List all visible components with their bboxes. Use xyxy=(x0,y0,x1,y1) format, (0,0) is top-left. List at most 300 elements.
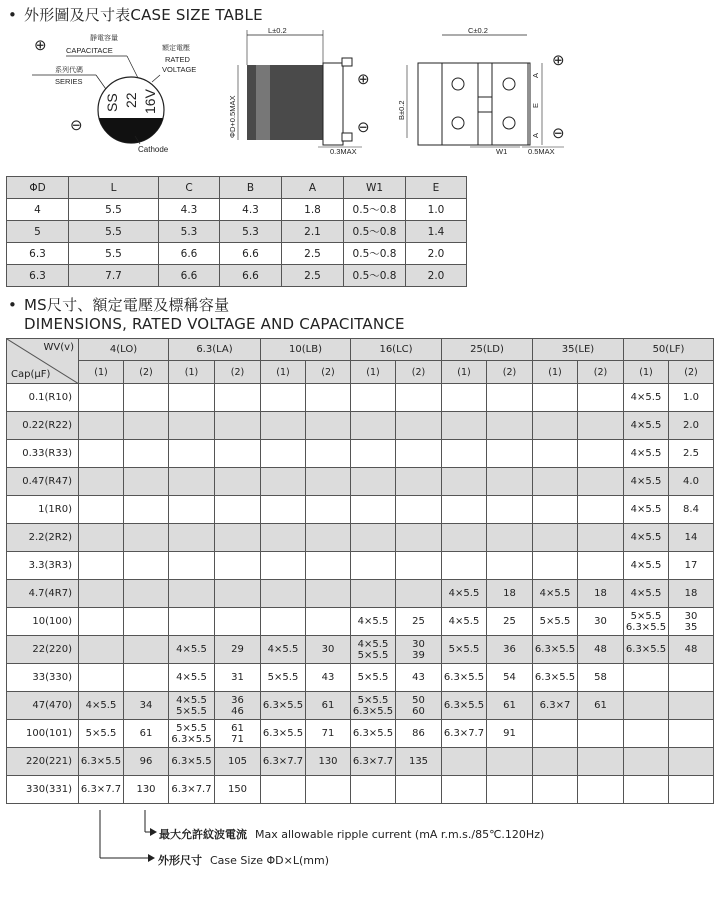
ripple-current-cell xyxy=(124,468,169,496)
cell-line: 5×5.5 xyxy=(176,705,207,717)
ripple-current-cell: 2.0 xyxy=(669,412,714,440)
case-table-cell: 5.5 xyxy=(69,243,159,265)
case-size-cell xyxy=(533,496,578,524)
ripple-current-cell: 17 xyxy=(669,552,714,580)
footnote-leaders xyxy=(0,808,721,908)
ripple-current-cell: 30 xyxy=(578,608,624,636)
sub-header-cell: (2) xyxy=(306,361,351,384)
ripple-current-cell xyxy=(306,580,351,608)
case-size-cell: 4×5.5 xyxy=(351,608,396,636)
ms-table-row xyxy=(7,664,714,692)
voltage-header: 16(LC) xyxy=(351,339,442,361)
cell-line: 35 xyxy=(684,621,698,633)
case-size-cell: 6.3×7.7 xyxy=(351,748,396,776)
hole-lt xyxy=(452,78,464,90)
section-subtitle-ms: DIMENSIONS, RATED VOLTAGE AND CAPACITANCE xyxy=(24,315,405,333)
case-table-cell: 0.5～0.8 xyxy=(344,221,406,243)
ripple-current-cell xyxy=(124,608,169,636)
ripple-current-cell xyxy=(487,412,533,440)
case-table-cell: 6.3 xyxy=(7,265,69,287)
ripple-current-cell xyxy=(396,524,442,552)
capacitance-cell: 10(100) xyxy=(7,608,79,636)
case-size-cell xyxy=(533,552,578,580)
case-size-cell xyxy=(169,412,215,440)
case-size-cell xyxy=(169,608,215,636)
ms-table-row xyxy=(7,636,714,664)
capacitor-body-highlight xyxy=(256,65,270,140)
case-size-cell xyxy=(79,440,124,468)
capacitance-cell: 0.1(R10) xyxy=(7,384,79,412)
capacitance-cell: 1(1R0) xyxy=(7,496,79,524)
dim-a2-label: A xyxy=(531,132,540,138)
section-title-ms xyxy=(8,294,229,315)
case-table-cell: 2.1 xyxy=(282,221,344,243)
case-table-cell: 6.6 xyxy=(220,243,282,265)
ripple-current-cell xyxy=(396,636,442,664)
ripple-current-cell xyxy=(124,440,169,468)
ripple-current-cell xyxy=(487,552,533,580)
ripple-current-cell xyxy=(396,776,442,804)
case-table-cell: 1.0 xyxy=(406,199,467,221)
ripple-current-cell: 25 xyxy=(487,608,533,636)
ripple-current-cell xyxy=(487,384,533,412)
case-size-cell: 6.3×5.5 xyxy=(261,720,306,748)
case-table-cell: 0.5～0.8 xyxy=(344,265,406,287)
case-table-cell: 1.4 xyxy=(406,221,467,243)
ripple-current-cell xyxy=(578,440,624,468)
ripple-current-cell xyxy=(306,468,351,496)
ripple-current-cell xyxy=(396,580,442,608)
ripple-current-cell xyxy=(578,496,624,524)
ms-voltage-header xyxy=(7,339,714,361)
ripple-current-cell xyxy=(396,412,442,440)
case-size-cell xyxy=(533,748,578,776)
ripple-current-cell xyxy=(487,748,533,776)
ripple-current-cell xyxy=(669,664,714,692)
pad-right xyxy=(492,63,528,145)
series-label-en: SERIES xyxy=(55,77,83,86)
ripple-current-cell xyxy=(578,552,624,580)
ripple-current-cell: 14 xyxy=(669,524,714,552)
voltage-header: 6.3(LA) xyxy=(169,339,261,361)
ripple-current-cell xyxy=(215,496,261,524)
ripple-current-cell: 58 xyxy=(578,664,624,692)
ripple-current-cell xyxy=(124,496,169,524)
ripple-current-cell: 61 xyxy=(124,720,169,748)
ripple-current-cell xyxy=(306,776,351,804)
capacitance-cell: 47(470) xyxy=(7,692,79,720)
case-size-cell: 5×5.5 xyxy=(442,636,487,664)
case-size-cell: 5×5.5 xyxy=(533,608,578,636)
ripple-current-cell: 96 xyxy=(124,748,169,776)
ms-table-row xyxy=(7,468,714,496)
ripple-current-cell: 105 xyxy=(215,748,261,776)
case-size-cell xyxy=(351,496,396,524)
ripple-current-cell: 61 xyxy=(306,692,351,720)
ripple-current-cell: 135 xyxy=(396,748,442,776)
case-size-cell: 6.3×5.5 xyxy=(624,636,669,664)
dim-l-label: L±0.2 xyxy=(268,26,287,35)
cell-line: 46 xyxy=(231,705,244,717)
ripple-current-cell: 48 xyxy=(578,636,624,664)
case-size-cell xyxy=(442,384,487,412)
case-table-row xyxy=(7,243,467,265)
ms-table-row xyxy=(7,552,714,580)
case-size-cell: 4×5.5 xyxy=(624,580,669,608)
cell-line: 60 xyxy=(412,705,425,717)
case-size-cell xyxy=(624,720,669,748)
ms-table-row xyxy=(7,720,714,748)
case-size-cell xyxy=(261,440,306,468)
case-table-cell: 0.5～0.8 xyxy=(344,199,406,221)
case-size-cell: 4×5.5 xyxy=(624,440,669,468)
ripple-current-cell: 48 xyxy=(669,636,714,664)
capacitance-cell: 330(331) xyxy=(7,776,79,804)
hole-lb xyxy=(452,117,464,129)
ripple-current-cell xyxy=(215,468,261,496)
ripple-current-cell: 29 xyxy=(215,636,261,664)
ripple-current-cell: 2.5 xyxy=(669,440,714,468)
ripple-current-cell xyxy=(578,748,624,776)
ripple-current-cell xyxy=(306,608,351,636)
cell-line: 6.3×5.5 xyxy=(625,621,667,633)
ms-table-row xyxy=(7,384,714,412)
ripple-current-cell xyxy=(487,776,533,804)
case-size-cell: 4×5.5 xyxy=(624,552,669,580)
case-table-cell: 1.8 xyxy=(282,199,344,221)
case-size-cell xyxy=(79,636,124,664)
capacitor-base xyxy=(323,63,343,145)
ripple-current-cell: 18 xyxy=(669,580,714,608)
cell-line: 30 xyxy=(412,638,425,650)
cell-line: 5×5.5 xyxy=(630,610,662,622)
case-size-cell xyxy=(533,384,578,412)
cell-line: 71 xyxy=(231,733,244,745)
voltage-header: 50(LF) xyxy=(624,339,714,361)
case-size-cell xyxy=(261,468,306,496)
case-table-cell: 4.3 xyxy=(159,199,220,221)
dim-03-label: 0.3MAX xyxy=(330,147,357,156)
case-size-cell xyxy=(79,384,124,412)
case-table-cell: 6.3 xyxy=(7,243,69,265)
case-size-cell xyxy=(169,720,215,748)
sub-header-cell: (2) xyxy=(487,361,533,384)
case-size-cell: 6.3×5.5 xyxy=(442,692,487,720)
ripple-current-cell xyxy=(669,776,714,804)
sub-header-cell: (1) xyxy=(533,361,578,384)
ripple-current-cell: 86 xyxy=(396,720,442,748)
ripple-current-cell xyxy=(487,468,533,496)
ripple-current-cell xyxy=(578,720,624,748)
ripple-current-cell: 18 xyxy=(487,580,533,608)
case-size-cell xyxy=(79,524,124,552)
ms-table-row xyxy=(7,608,714,636)
case-size-cell: 4×5.5 xyxy=(533,580,578,608)
case-size-cell: 6.3×7.7 xyxy=(261,748,306,776)
ripple-current-cell: 25 xyxy=(396,608,442,636)
cathode-label: Cathode xyxy=(138,145,169,154)
corner-wv-label: WV(v) xyxy=(43,342,74,353)
case-size-cell xyxy=(261,552,306,580)
pad-left xyxy=(442,63,478,145)
case-size-cell: 4×5.5 xyxy=(169,664,215,692)
side-minus: ⊖ xyxy=(357,119,370,136)
case-table-cell: 6.6 xyxy=(159,243,220,265)
cell-line: 5×5.5 xyxy=(357,649,389,661)
case-size-cell: 4×5.5 xyxy=(442,580,487,608)
terminal-bottom xyxy=(342,133,352,141)
ripple-current-cell: 71 xyxy=(306,720,351,748)
case-size-cell xyxy=(261,776,306,804)
case-size-cell xyxy=(351,552,396,580)
ms-table-row xyxy=(7,440,714,468)
case-header-cell: E xyxy=(406,177,467,199)
ripple-current-cell: 30 xyxy=(306,636,351,664)
case-size-cell xyxy=(351,776,396,804)
ripple-note-cn: 最大允許紋波電流 xyxy=(159,828,247,841)
capacitance-cell: 0.47(R47) xyxy=(7,468,79,496)
cell-line: 4×5.5 xyxy=(357,638,389,650)
cap-leader-2 xyxy=(127,56,138,78)
dim-a1-label: A xyxy=(531,72,540,78)
hole-rb xyxy=(503,117,515,129)
case-size-cell xyxy=(261,524,306,552)
ripple-current-cell xyxy=(124,552,169,580)
case-size-cell: 6.3×5.5 xyxy=(351,720,396,748)
case-table-cell: 5 xyxy=(7,221,69,243)
hole-rt xyxy=(503,78,515,90)
case-size-cell: 6.3×5.5 xyxy=(169,748,215,776)
case-size-cell xyxy=(624,608,669,636)
case-size-cell: 6.3×7.7 xyxy=(442,720,487,748)
ripple-current-cell xyxy=(306,552,351,580)
case-size-cell: 4×5.5 xyxy=(624,468,669,496)
ripple-current-cell xyxy=(578,776,624,804)
dim-c-label: C±0.2 xyxy=(468,26,488,35)
capacitance-cell: 4.7(4R7) xyxy=(7,580,79,608)
case-size-cell xyxy=(351,468,396,496)
ripple-current-cell xyxy=(215,608,261,636)
ripple-current-cell xyxy=(487,496,533,524)
section-title-text: 外形圖及尺寸表CASE SIZE TABLE xyxy=(24,6,263,24)
case-size-cell xyxy=(169,552,215,580)
ripple-current-cell xyxy=(306,524,351,552)
case-table-cell: 0.5～0.8 xyxy=(344,243,406,265)
case-size-cell xyxy=(261,412,306,440)
sub-header-cell: (1) xyxy=(79,361,124,384)
sub-header-cell: (1) xyxy=(624,361,669,384)
cell-line: 4×5.5 xyxy=(176,694,207,706)
case-size-cell xyxy=(351,692,396,720)
ripple-current-cell xyxy=(487,524,533,552)
sub-header-cell: (1) xyxy=(351,361,396,384)
case-size-cell xyxy=(624,692,669,720)
cell-line: 6.3×5.5 xyxy=(352,705,394,717)
case-size-cell xyxy=(169,580,215,608)
ripple-current-cell xyxy=(124,524,169,552)
sub-header-cell: (1) xyxy=(442,361,487,384)
ripple-current-cell xyxy=(124,412,169,440)
ripple-current-cell xyxy=(215,384,261,412)
case-size-note xyxy=(158,852,329,868)
case-table-cell: 5.5 xyxy=(69,221,159,243)
voltage-label-en-2: VOLTAGE xyxy=(162,65,197,74)
case-size-cell: 4×5.5 xyxy=(169,636,215,664)
ripple-current-cell xyxy=(487,440,533,468)
ripple-current-cell: 43 xyxy=(306,664,351,692)
bullet: • xyxy=(8,296,18,314)
ripple-current-cell: 43 xyxy=(396,664,442,692)
ripple-current-cell: 34 xyxy=(124,692,169,720)
case-size-cell: 6.3×5.5 xyxy=(261,692,306,720)
ms-table-row xyxy=(7,412,714,440)
capacitance-cell: 33(330) xyxy=(7,664,79,692)
bottom-minus: ⊖ xyxy=(552,125,565,142)
case-header-cell: ΦD xyxy=(7,177,69,199)
case-table-cell: 6.6 xyxy=(220,265,282,287)
dim-d-label: ΦD+0.5MAX xyxy=(228,95,237,138)
ripple-current-cell xyxy=(124,664,169,692)
voltage-header: 35(LE) xyxy=(533,339,624,361)
capacitance-cell: 0.22(R22) xyxy=(7,412,79,440)
cathode-band xyxy=(99,118,163,143)
ripple-current-cell: 18 xyxy=(578,580,624,608)
case-table-cell: 5.3 xyxy=(220,221,282,243)
sub-header-cell: (2) xyxy=(669,361,714,384)
case-size-cell xyxy=(79,412,124,440)
case-size-cell: 6.3×5.5 xyxy=(79,748,124,776)
case-size-cell xyxy=(169,468,215,496)
case-size-cell xyxy=(261,384,306,412)
ripple-current-cell: 130 xyxy=(306,748,351,776)
case-size-cell xyxy=(79,468,124,496)
case-size-cell xyxy=(533,468,578,496)
case-size-cell: 4×5.5 xyxy=(624,496,669,524)
case-table-row xyxy=(7,221,467,243)
case-size-cell xyxy=(261,580,306,608)
sub-header-cell: (2) xyxy=(396,361,442,384)
sub-header-cell: (1) xyxy=(169,361,215,384)
ripple-current-cell xyxy=(396,384,442,412)
case-size-cell: 5×5.5 xyxy=(79,720,124,748)
sub-header-cell: (2) xyxy=(215,361,261,384)
capacitance-cell: 2.2(2R2) xyxy=(7,524,79,552)
case-size-cell xyxy=(169,440,215,468)
case-size-cell xyxy=(442,496,487,524)
case-size-table xyxy=(6,176,467,287)
cell-line: 6.3×5.5 xyxy=(171,733,212,745)
voltage-header: 10(LB) xyxy=(261,339,351,361)
ripple-current-cell: 150 xyxy=(215,776,261,804)
case-size-cell xyxy=(79,496,124,524)
case-size-cell xyxy=(624,748,669,776)
case-table-cell: 4.3 xyxy=(220,199,282,221)
voltage-header: 25(LD) xyxy=(442,339,533,361)
ripple-current-cell xyxy=(396,496,442,524)
case-header-cell: C xyxy=(159,177,220,199)
ripple-current-cell: 61 xyxy=(578,692,624,720)
case-size-cell xyxy=(169,384,215,412)
cell-line: 5×5.5 xyxy=(176,722,207,734)
case-size-cell xyxy=(533,440,578,468)
ripple-current-cell xyxy=(124,384,169,412)
table-corner xyxy=(7,339,79,384)
ripple-current-cell: 4.0 xyxy=(669,468,714,496)
case-table-row xyxy=(7,199,467,221)
case-size-cell: 5×5.5 xyxy=(261,664,306,692)
case-size-note-en: Case Size ΦD×L(mm) xyxy=(210,854,329,867)
marking-22: 22 xyxy=(123,92,139,108)
case-size-cell xyxy=(442,440,487,468)
capacitance-cell: 220(221) xyxy=(7,748,79,776)
case-header-cell: A xyxy=(282,177,344,199)
case-table-cell: 2.0 xyxy=(406,243,467,265)
case-size-cell xyxy=(169,524,215,552)
ripple-current-cell xyxy=(215,580,261,608)
cell-line: 39 xyxy=(412,649,425,661)
ripple-note-en: Max allowable ripple current (mA r.m.s./85℃.120Hz) xyxy=(255,828,545,841)
ripple-current-cell xyxy=(669,720,714,748)
ripple-current-cell xyxy=(306,440,351,468)
case-size-cell xyxy=(442,776,487,804)
case-table-cell: 2.5 xyxy=(282,265,344,287)
case-size-cell: 4×5.5 xyxy=(442,608,487,636)
case-size-cell xyxy=(351,412,396,440)
case-size-cell xyxy=(79,552,124,580)
case-table-cell: 2.5 xyxy=(282,243,344,265)
ripple-current-cell xyxy=(306,384,351,412)
dim-e-label: E xyxy=(531,102,540,108)
case-table-cell: 7.7 xyxy=(69,265,159,287)
case-size-cell xyxy=(261,496,306,524)
ms-table-row xyxy=(7,580,714,608)
ripple-current-cell xyxy=(396,468,442,496)
voltage-header: 4(LO) xyxy=(79,339,169,361)
cell-line: 30 xyxy=(684,610,698,622)
sub-header-cell: (2) xyxy=(578,361,624,384)
ripple-current-cell: 54 xyxy=(487,664,533,692)
ripple-current-cell xyxy=(669,748,714,776)
ripple-current-cell: 36 xyxy=(487,636,533,664)
ripple-current-cell: 61 xyxy=(487,692,533,720)
cap-label-cn: 靜電容量 xyxy=(90,35,118,42)
ripple-current-cell xyxy=(124,580,169,608)
case-size-cell xyxy=(79,664,124,692)
voltage-label-cn: 額定電壓 xyxy=(162,45,190,52)
cell-line: 5×5.5 xyxy=(357,694,389,706)
plus-symbol: ⊕ xyxy=(34,37,47,54)
ripple-current-cell xyxy=(396,440,442,468)
case-table-header xyxy=(7,177,467,199)
case-size-cell xyxy=(79,580,124,608)
terminal-top xyxy=(342,58,352,66)
ms-table-row xyxy=(7,776,714,804)
capacitance-cell: 0.33(R33) xyxy=(7,440,79,468)
case-header-cell: W1 xyxy=(344,177,406,199)
case-table-cell: 5.5 xyxy=(69,199,159,221)
case-size-cell xyxy=(351,524,396,552)
case-size-cell xyxy=(533,412,578,440)
case-size-cell: 6.3×7.7 xyxy=(79,776,124,804)
case-size-cell xyxy=(442,748,487,776)
case-size-cell: 4×5.5 xyxy=(624,384,669,412)
capacitance-cell: 100(101) xyxy=(7,720,79,748)
terminal-strip-top xyxy=(478,63,492,97)
case-table-row xyxy=(7,265,467,287)
ripple-current-cell xyxy=(669,608,714,636)
case-size-cell xyxy=(442,412,487,440)
ms-capacitance-table xyxy=(6,338,714,804)
